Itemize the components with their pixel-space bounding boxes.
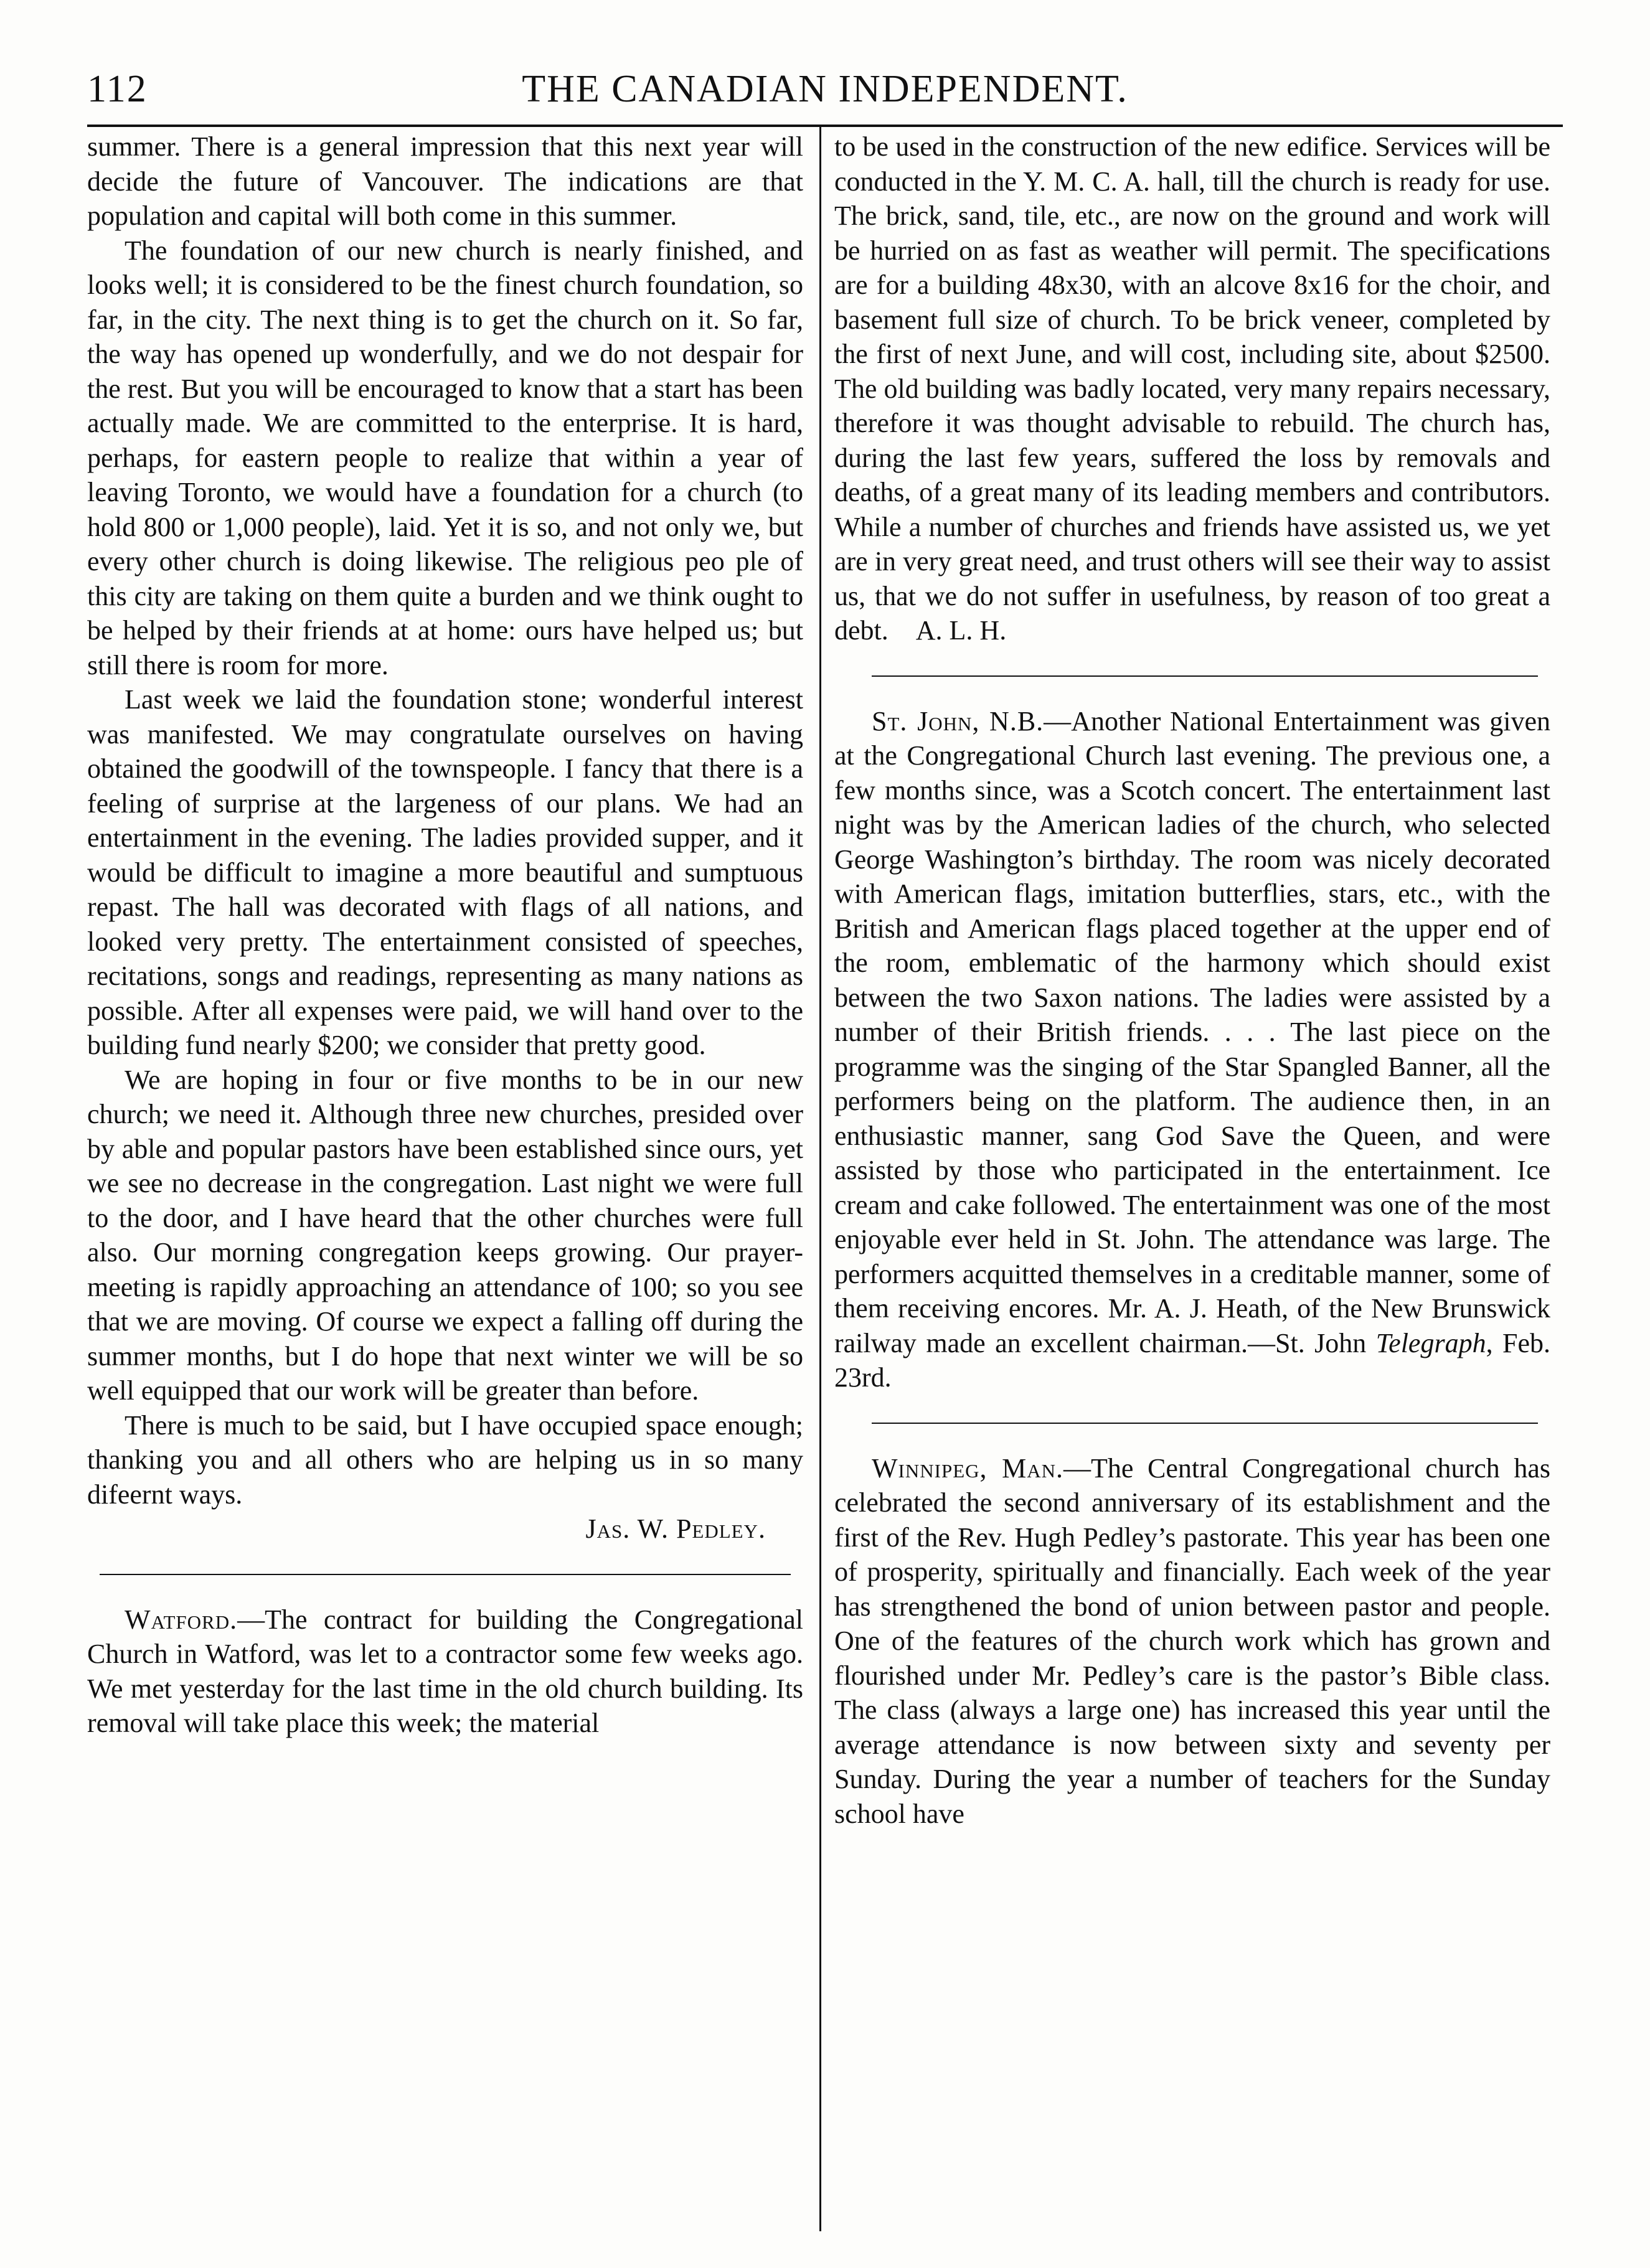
stjohn-article <box>834 704 1550 1395</box>
watford-place: Watford. <box>125 1604 238 1635</box>
stjohn-date: , Feb. 23rd. <box>834 1327 1550 1393</box>
watford-continued-text: to be used in the construction of the new edifice. Services will be conducted in the Y. M. C. A. hall, till the church is ready for use. The brick, sand, tile, etc., are now on the ground and work will be hurried on as fast as weather will permit. The specifications are for a building 48x30, with an alcove 8x16 for the choir, and basement full size of church. To be brick veneer, completed by the first of next June, and will cost, including site, about $2500. The old building was badly located, very many repairs necessary, therefore it was thought advisable to rebuild. The church has, during the last few years, suffered the loss by removals and deaths, of a great many of its leading members and contributors. While a number of churches and friends have assisted us, we yet are in very great need, and trust others will see their way to assist us, that we do not suffer in usefulness, by reason of too great a debt. <box>834 131 1550 646</box>
vancouver-paragraph-4: We are hoping in four or five months to be in our new church; we need it. Although three new churches, presided over by able and popular pastors have been established since ours, yet we see no decrease in the congregation. Last night we were full to the door, and I have heard that the other churches were full also. Our morning congregation keeps growing. Our prayer-meeting is rapidly approaching an attendance of 100; so you see that we are moving. Of course we expect a falling off during the summer months, but I do hope that next winter we will be so well equipped that our work will be greater than before. <box>87 1064 803 1406</box>
vancouver-paragraph-1: summer. There is a general impression that this next year will decide the future of Vancouver. The indications are that population and capital will both come in this summer. <box>87 131 803 231</box>
left-column <box>87 129 803 2234</box>
winnipeg-text: —The Central Congregational church has celebrated the second anniversary of its establishment and the first of the Rev. Hugh Pedley’s pastorate. This year has been one of prosperity, spiritually and financially. Each week of the year has strengthened the bond of union between pastor and people. One of the features of the church work which has grown and flourished under Mr. Pedley’s care is the pastor’s Bible class. The class (always a large one) has increased this year until the average attendance is now between sixty and seventy per Sunday. During the year a number of teachers for the Sunday school have <box>834 1452 1550 1829</box>
stjohn-source: Telegraph <box>1375 1327 1486 1358</box>
masthead <box>87 67 1563 117</box>
stjohn-text: —Another National Entertainment was given at the Congregational Church last evening. The previous one, a few months since, was a Scotch concert. The entertainment last night was by the American ladies of the church, who selected George Washington’s birthday. The room was nicely decorated with American flags, imitation butterflies, stars, etc., with the British and American flags placed together at the upper end of the room, emblematic of the harmony which should exist between the two Saxon nations. The ladies were assisted by a number of their British friends. . . . The last piece on the programme was the singing of the Star Spangled Banner, all the performers being on the platform. The audience then, in an enthusiastic manner, sang God Save the Queen, and were assisted by those who participated in the entertainment. Ice cream and cake followed. The entertainment was one of the most enjoyable ever held in St. John. The attendance was large. The performers acquitted themselves in a creditable manner, some of them receiving encores. Mr. A. J. Heath, of the New Brunswick railway made an excellent chairman.—St. John <box>834 705 1550 1358</box>
article-separator <box>872 675 1538 677</box>
winnipeg-place: Winnipeg, Man. <box>872 1452 1064 1484</box>
stjohn-place: St. John, N.B. <box>872 705 1044 736</box>
winnipeg-article <box>834 1451 1550 1832</box>
article-separator <box>100 1574 791 1575</box>
vancouver-signature: Jas. W. Pedley. <box>585 1513 766 1544</box>
page-number: 112 <box>87 68 148 110</box>
vancouver-paragraph-3: Last week we laid the foundation stone; wonderful interest was manifested. We may congratulate ourselves on having obtained the goodwill of the townspeople. I fancy that there is a feeling of surprise at the largeness of our plans. We had an entertainment in the evening. The ladies provided supper, and it would be difficult to imagine a more beautiful and sumptuous repast. The hall was decorated with flags of all nations, and looked very pretty. The entertainment consisted of speeches, recitations, songs and readings, representing as many nations as possible. After all expenses were paid, we will hand over to the building fund nearly $200; we consider that pretty good. <box>87 684 803 1060</box>
watford-text: —The contract for building the Congregational Church in Watford, was let to a contractor some few weeks ago. We met yesterday for the last time in the old church building. Its removal will take place this week; the material <box>87 1604 803 1738</box>
watford-article <box>87 1602 803 1741</box>
watford-continued <box>834 129 1550 648</box>
vancouver-paragraph-5: There is much to be said, but I have occupied space enough; thanking you and all others who are helping us in so many difeernt ways. <box>87 1409 803 1510</box>
watford-signature: A. L. H. <box>915 615 1007 646</box>
header-rule <box>87 125 1563 127</box>
right-column <box>834 129 1550 2234</box>
vancouver-paragraph-2: The foundation of our new church is nearly finished, and looks well; it is considered to be the finest church foundation, so far, in the city. The next thing is to get the church on it. So far, the way has opened up wonderfully, and we do not despair for the rest. But you will be encouraged to know that a start has been actually made. We are committed to the enterprise. It is hard, perhaps, for eastern people to realize that within a year of leaving Toronto, we would have a foundation for a church (to hold 800 or 1,000 people), laid. Yet it is so, and not only we, but every other church is doing likewise. The religious peo ple of this city are taking on them quite a burden and we think ought to be helped by their friends at at home: ours have helped us; but still there is room for more. <box>87 235 803 680</box>
journal-title: THE CANADIAN INDEPENDENT. <box>522 68 1128 110</box>
article-separator <box>872 1423 1538 1424</box>
column-divider <box>819 127 821 2231</box>
